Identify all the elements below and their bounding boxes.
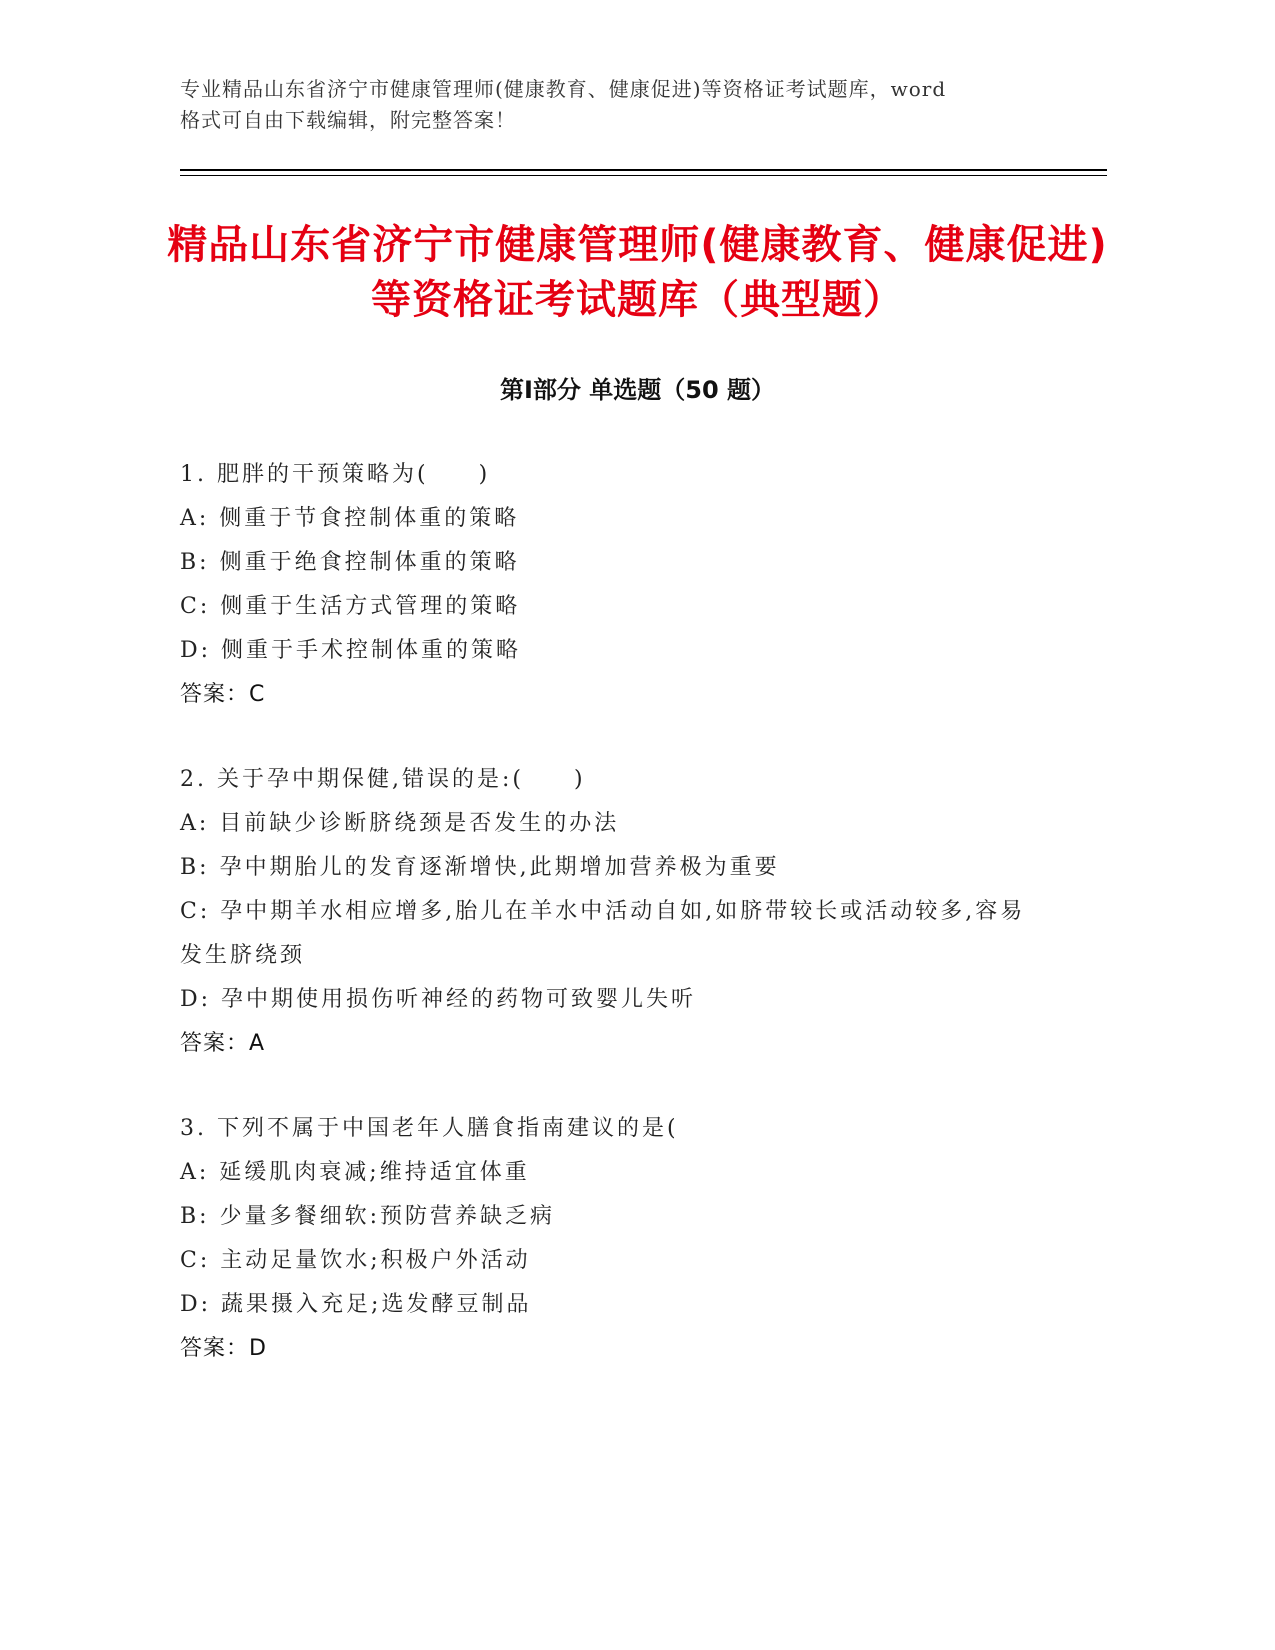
header-note	[180, 74, 1050, 136]
option-a: A: 侧重于节食控制体重的策略	[180, 506, 520, 531]
document-title: 精品山东省济宁市健康管理师(健康教育、健康促进)等资格证考试题库（典型题）	[167, 222, 1108, 323]
question-stem: 3. 下列不属于中国老年人膳食指南建议的是(	[180, 1116, 679, 1141]
option-d: D: 侧重于手术控制体重的策略	[180, 638, 522, 663]
question-block	[180, 758, 1050, 1066]
section-title: 第Ⅰ部分 单选题（50 题）	[499, 376, 776, 404]
header-note-line-1: 专业精品山东省济宁市健康管理师(健康教育、健康促进)等资格证考试题库，word	[180, 77, 947, 101]
option-a: A: 目前缺少诊断脐绕颈是否发生的办法	[180, 811, 620, 836]
option-c: C: 侧重于生活方式管理的策略	[180, 594, 521, 619]
header-divider-thick	[180, 169, 1107, 171]
header-note-line-2: 格式可自由下载编辑，附完整答案！	[180, 108, 516, 132]
question-block	[180, 1107, 1050, 1371]
answer-text: 答案：D	[180, 1336, 267, 1361]
answer-text: 答案：A	[180, 1031, 266, 1056]
answer-text: 答案：C	[180, 682, 266, 707]
header-divider-thin	[180, 175, 1107, 176]
option-c: C: 孕中期羊水相应增多,胎儿在羊水中活动自如,如脐带较长或活动较多,容易发生脐绕颈	[180, 899, 1026, 968]
question-stem: 1. 肥胖的干预策略为( )	[180, 462, 491, 487]
option-a: A: 延缓肌肉衰减;维持适宜体重	[180, 1160, 530, 1185]
option-d: D: 蔬果摄入充足;选发酵豆制品	[180, 1292, 532, 1317]
option-b: B: 侧重于绝食控制体重的策略	[180, 550, 520, 575]
question-stem: 2. 关于孕中期保健,错误的是:( )	[180, 767, 586, 792]
question-block	[180, 453, 1050, 717]
option-b: B: 孕中期胎儿的发育逐渐增快,此期增加营养极为重要	[180, 855, 780, 880]
option-c: C: 主动足量饮水;积极户外活动	[180, 1248, 531, 1273]
option-d: D: 孕中期使用损伤听神经的药物可致婴儿失听	[180, 987, 697, 1012]
option-b: B: 少量多餐细软:预防营养缺乏病	[180, 1204, 555, 1229]
